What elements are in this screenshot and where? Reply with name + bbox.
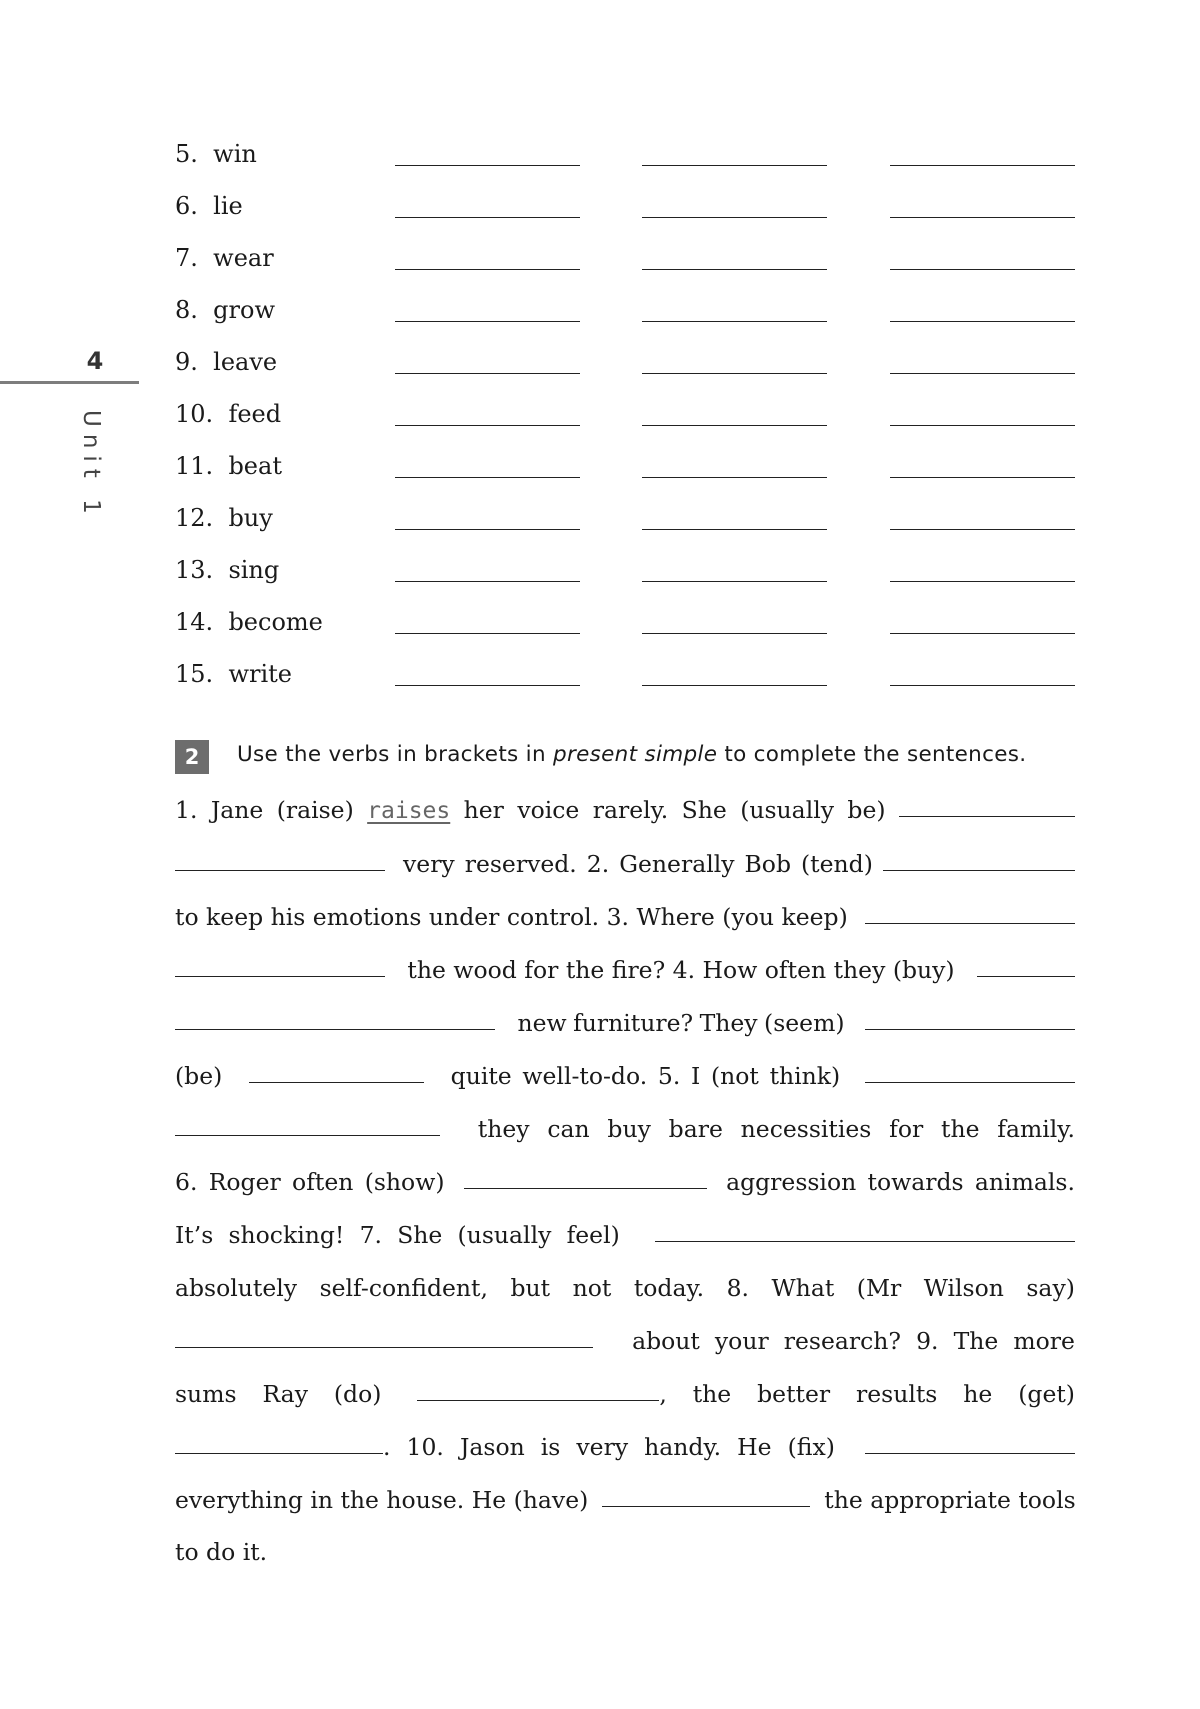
text-word: 10. xyxy=(406,1433,444,1461)
text-word: very xyxy=(576,1433,629,1461)
text-word: furniture? xyxy=(573,1009,694,1037)
text-word: but xyxy=(510,1274,551,1302)
text-line xyxy=(175,999,1075,1039)
text-word: self-confident, xyxy=(319,1274,488,1302)
text-word: be) xyxy=(847,796,886,824)
text-word: he xyxy=(963,1380,993,1408)
text-word: new xyxy=(517,1009,567,1037)
answer-blank-1[interactable] xyxy=(395,425,580,426)
text-word: (usually xyxy=(740,796,835,824)
text-word: very xyxy=(403,850,455,878)
text-word: your xyxy=(714,1327,769,1355)
answer-blank[interactable] xyxy=(865,1453,1075,1454)
text-word: everything in the house. He (have) xyxy=(175,1486,589,1514)
answer-blank[interactable] xyxy=(865,1082,1075,1083)
text-word: Jane xyxy=(210,796,264,824)
answer-blank-1[interactable] xyxy=(395,217,580,218)
answer-blank[interactable] xyxy=(464,1188,707,1189)
verb-label: 11. beat xyxy=(175,452,282,480)
text-word: (raise) xyxy=(276,796,354,824)
text-word: research? xyxy=(783,1327,902,1355)
text-word: 7. xyxy=(359,1221,382,1249)
text-line xyxy=(175,1052,1075,1092)
text-word: today. xyxy=(633,1274,705,1302)
answer-blank-3[interactable] xyxy=(890,373,1075,374)
verb-label: 12. buy xyxy=(175,504,273,532)
answer-blank-3[interactable] xyxy=(890,321,1075,322)
text-word: (Mr xyxy=(856,1274,902,1302)
answer-blank-1[interactable] xyxy=(395,581,580,582)
answer-blank-2[interactable] xyxy=(642,425,827,426)
answer-blank-2[interactable] xyxy=(642,477,827,478)
answer-blank-1[interactable] xyxy=(395,373,580,374)
text-word: (not xyxy=(710,1062,759,1090)
verb-label: 13. sing xyxy=(175,556,280,584)
answer-blank-3[interactable] xyxy=(890,425,1075,426)
answer-blank[interactable] xyxy=(417,1400,659,1401)
answer-blank[interactable] xyxy=(899,816,1075,817)
text-word: for xyxy=(889,1115,924,1143)
verb-row xyxy=(0,498,1200,538)
text-line xyxy=(175,1317,1075,1357)
text-word: results xyxy=(856,1380,938,1408)
answer-blank-1[interactable] xyxy=(395,529,580,530)
text-word: family. xyxy=(997,1115,1075,1143)
answer-blank-2[interactable] xyxy=(642,373,827,374)
text-line xyxy=(175,1105,1075,1145)
text-word: She xyxy=(397,1221,443,1249)
text-word: say) xyxy=(1026,1274,1075,1302)
text-line xyxy=(175,1528,1075,1568)
answer-blank[interactable] xyxy=(175,1029,495,1030)
text-word: They xyxy=(699,1009,758,1037)
text-word: (tend) xyxy=(801,850,873,878)
answer-blank-1[interactable] xyxy=(395,633,580,634)
text-word: Bob xyxy=(744,850,791,878)
text-word: voice xyxy=(517,796,580,824)
text-word: (usually xyxy=(457,1221,552,1249)
text-word: Ray xyxy=(262,1380,308,1408)
text-word: the xyxy=(941,1115,980,1143)
text-word: , xyxy=(659,1380,667,1408)
text-word: 1. xyxy=(175,796,198,824)
text-word: (fix) xyxy=(787,1433,835,1461)
verb-label: 5. win xyxy=(175,140,257,168)
text-word: Generally xyxy=(619,850,735,878)
verb-label: 8. grow xyxy=(175,296,275,324)
unit-label: Unit 1 xyxy=(78,410,104,521)
answer-blank-2[interactable] xyxy=(642,321,827,322)
text-word: absolutely xyxy=(175,1274,298,1302)
text-word: about xyxy=(632,1327,700,1355)
text-line xyxy=(175,1476,1075,1516)
answer-blank-1[interactable] xyxy=(395,165,580,166)
text-word: What xyxy=(771,1274,835,1302)
answer-blank[interactable] xyxy=(249,1082,424,1083)
text-word: can xyxy=(547,1115,590,1143)
text-line xyxy=(175,840,1075,880)
answer-blank-2[interactable] xyxy=(642,529,827,530)
text-word: her xyxy=(463,796,504,824)
verb-row xyxy=(0,134,1200,174)
text-word: necessities xyxy=(740,1115,872,1143)
text-word: 6. xyxy=(175,1168,198,1196)
answer-blank-3[interactable] xyxy=(890,269,1075,270)
text-word: 5. xyxy=(657,1062,681,1090)
answer-blank-3[interactable] xyxy=(890,685,1075,686)
answer-blank-2[interactable] xyxy=(642,685,827,686)
text-word: handy. xyxy=(644,1433,722,1461)
answer-blank[interactable] xyxy=(865,923,1075,924)
answer-blank-2[interactable] xyxy=(642,165,827,166)
text-word: feel) xyxy=(566,1221,620,1249)
text-word: towards xyxy=(867,1168,964,1196)
exercise-number-badge: 2 xyxy=(175,740,209,774)
text-word: . xyxy=(383,1433,391,1461)
answer-blank[interactable] xyxy=(883,870,1075,871)
answer-blank-1[interactable] xyxy=(395,269,580,270)
verb-label: 15. write xyxy=(175,660,292,688)
answer-blank-2[interactable] xyxy=(642,269,827,270)
verb-row xyxy=(0,654,1200,694)
verb-row xyxy=(0,238,1200,278)
text-word: bare xyxy=(668,1115,723,1143)
verb-label: 6. lie xyxy=(175,192,243,220)
text-word: the appropriate tools xyxy=(824,1486,1076,1514)
answer-blank[interactable] xyxy=(865,1029,1075,1030)
text-line xyxy=(175,1423,1075,1463)
answer-blank-3[interactable] xyxy=(890,529,1075,530)
text-line xyxy=(175,1264,1075,1304)
answer-blank[interactable] xyxy=(175,870,385,871)
text-word: It’s xyxy=(175,1221,214,1249)
text-word: I xyxy=(690,1062,701,1090)
text-word: sums xyxy=(175,1380,237,1408)
verb-row xyxy=(0,186,1200,226)
text-word: He xyxy=(737,1433,772,1461)
text-word: more xyxy=(1013,1327,1075,1355)
answer-blank[interactable] xyxy=(175,976,385,977)
text-word: (seem) xyxy=(764,1009,845,1037)
text-line xyxy=(175,1370,1075,1410)
text-word: buy xyxy=(607,1115,651,1143)
text-word: not xyxy=(572,1274,612,1302)
answer-blank-3[interactable] xyxy=(890,477,1075,478)
text-word: is xyxy=(540,1433,561,1461)
text-word: She xyxy=(681,796,727,824)
text-word: aggression xyxy=(726,1168,857,1196)
verb-row xyxy=(0,602,1200,642)
text-word: Jason xyxy=(459,1433,525,1461)
verb-row xyxy=(0,446,1200,486)
answer-blank-3[interactable] xyxy=(890,165,1075,166)
text-word: they xyxy=(477,1115,530,1143)
text-word: shocking! xyxy=(228,1221,345,1249)
text-line xyxy=(175,946,1075,986)
text-line xyxy=(175,1211,1075,1251)
text-word: often xyxy=(292,1168,354,1196)
text-line xyxy=(175,1158,1075,1198)
text-word: (be) xyxy=(175,1062,223,1090)
text-word: 9. xyxy=(916,1327,939,1355)
answer-blank-1[interactable] xyxy=(395,477,580,478)
text-word: 2. xyxy=(586,850,610,878)
text-word: reserved. xyxy=(464,850,577,878)
verb-label: 9. leave xyxy=(175,348,278,376)
text-word: animals. xyxy=(974,1168,1075,1196)
exercise-instruction: Use the verbs in brackets in present simple to complete the sentences. xyxy=(237,742,1027,767)
text-word: to do it. xyxy=(175,1538,268,1566)
answer-blank[interactable] xyxy=(175,1135,440,1136)
answer-blank-2[interactable] xyxy=(642,581,827,582)
text-word: Roger xyxy=(208,1168,281,1196)
answer-blank-2[interactable] xyxy=(642,633,827,634)
verb-row xyxy=(0,290,1200,330)
verb-label: 14. become xyxy=(175,608,323,636)
text-line xyxy=(175,893,1075,933)
text-word: the wood for the fire? 4. How often they (buy) xyxy=(407,956,955,984)
text-word: The xyxy=(953,1327,999,1355)
text-word: (show) xyxy=(364,1168,445,1196)
answer-blank-3[interactable] xyxy=(890,217,1075,218)
example-answer: raises xyxy=(367,798,451,824)
text-word: to keep his emotions under control. 3. Where (you keep) xyxy=(175,903,848,931)
answer-blank-2[interactable] xyxy=(642,217,827,218)
answer-blank-3[interactable] xyxy=(890,633,1075,634)
verb-label: 7. wear xyxy=(175,244,274,272)
text-word: better xyxy=(757,1380,831,1408)
text-word: well-to-do. xyxy=(522,1062,648,1090)
text-word: (do) xyxy=(333,1380,382,1408)
answer-blank-1[interactable] xyxy=(395,685,580,686)
verb-label: 10. feed xyxy=(175,400,282,428)
verb-row xyxy=(0,342,1200,382)
answer-blank[interactable] xyxy=(655,1241,1075,1242)
text-word: quite xyxy=(450,1062,512,1090)
text-word: the xyxy=(692,1380,732,1408)
answer-blank[interactable] xyxy=(175,1347,593,1348)
answer-blank[interactable] xyxy=(175,1453,383,1454)
text-word: (get) xyxy=(1018,1380,1075,1408)
page-number: 4 xyxy=(86,347,104,375)
text-word: Wilson xyxy=(923,1274,1004,1302)
text-line xyxy=(175,786,1075,826)
verb-row xyxy=(0,550,1200,590)
answer-blank-3[interactable] xyxy=(890,581,1075,582)
answer-blank[interactable] xyxy=(977,976,1075,977)
verb-row xyxy=(0,394,1200,434)
answer-blank-1[interactable] xyxy=(395,321,580,322)
text-word: think) xyxy=(769,1062,841,1090)
answer-blank[interactable] xyxy=(602,1506,810,1507)
text-word: 8. xyxy=(726,1274,750,1302)
text-word: rarely. xyxy=(592,796,669,824)
